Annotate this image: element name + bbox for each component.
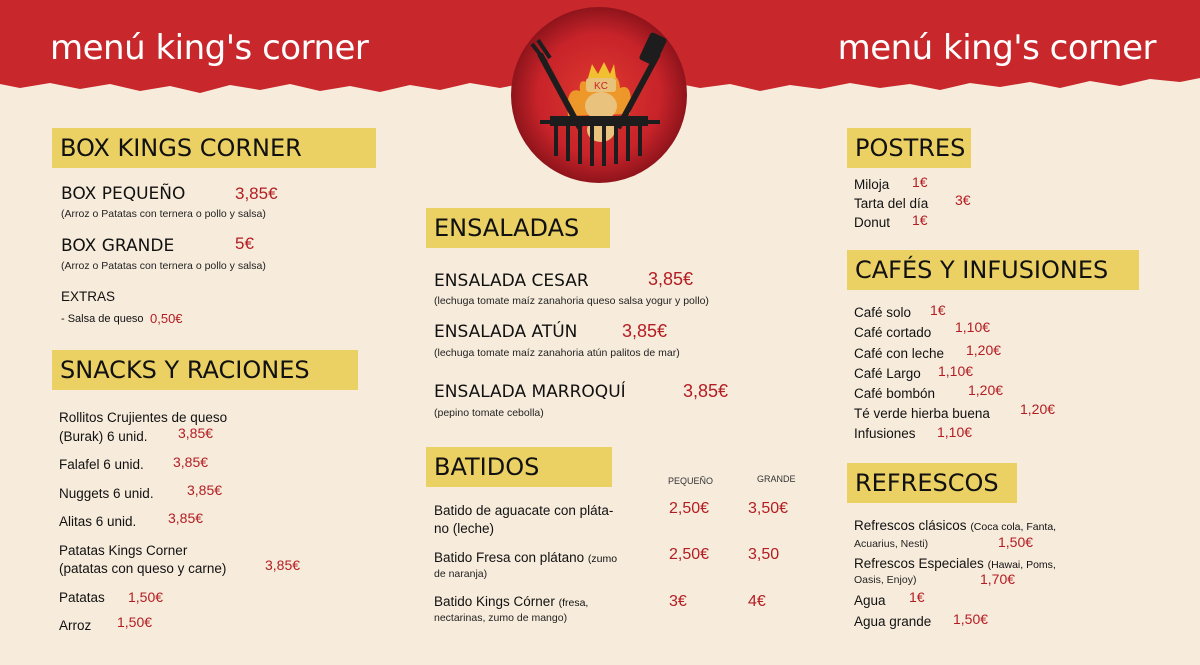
cafe-item-name: Café bombón — [854, 386, 936, 401]
box-item-name: BOX PEQUEÑO — [61, 184, 186, 204]
snack-item-name: Patatas — [59, 590, 105, 605]
ensaladas-section-heading: ENSALADAS — [426, 208, 610, 248]
salad-item-desc: (pepino tomate cebolla) — [434, 407, 544, 419]
snack-item-name: Falafel 6 unid. — [59, 457, 144, 472]
cafe-item-name: Café Largo — [854, 366, 921, 381]
salad-item-name: ENSALADA CESAR — [434, 271, 589, 291]
logo-text: KC — [594, 81, 608, 92]
refrescos-section-heading: REFRESCOS — [847, 463, 1017, 503]
batido-item-name-main: Batido Kings Córner — [434, 594, 555, 609]
postre-item-name: Tarta del día — [854, 196, 929, 211]
cafe-item-name: Infusiones — [854, 426, 916, 441]
refresco-item-price: 1,50€ — [998, 534, 1034, 550]
menu-title-left: menú king's corner — [50, 28, 369, 68]
batido-price-small: 2,50€ — [669, 500, 710, 517]
cafes-section-heading: CAFÉS Y INFUSIONES — [847, 250, 1139, 290]
batido-price-large: 3,50 — [748, 546, 780, 563]
salad-item-desc: (lechuga tomate maíz zanahoria atún palitos de mar) — [434, 347, 680, 359]
batidos-section-heading: BATIDOS — [426, 447, 612, 487]
refresco-item-price: 1€ — [909, 589, 925, 605]
snack-item-name: (patatas con queso y carne) — [59, 561, 227, 576]
cafe-item-name: Café cortado — [854, 325, 932, 340]
cafe-item-price: 1,10€ — [937, 424, 973, 440]
snack-item-price: 1,50€ — [128, 589, 164, 605]
salad-item-price: 3,85€ — [683, 381, 729, 401]
refresco-item-detail: Oasis, Enjoy) — [854, 574, 917, 586]
batido-price-large: 4€ — [748, 593, 766, 610]
refresco-item-name-main: Refrescos clásicos — [854, 518, 967, 533]
refresco-item-name — [854, 554, 1056, 575]
batido-item-name — [434, 548, 617, 569]
batido-price-large: 3,50€ — [748, 500, 789, 517]
postres-section-heading: POSTRES — [847, 128, 971, 168]
extras-item: - Salsa de queso — [61, 313, 144, 325]
snack-item-name: Nuggets 6 unid. — [59, 486, 154, 501]
postre-item-name: Donut — [854, 215, 891, 230]
refresco-item-detail: Acuarius, Nesti) — [854, 538, 929, 550]
snack-item-name: Patatas Kings Corner — [59, 543, 188, 558]
cafe-item-name: Café solo — [854, 305, 912, 320]
snack-item-price: 3,85€ — [265, 557, 301, 573]
refresco-item-price: 1,50€ — [953, 611, 989, 627]
extras-price: 0,50€ — [150, 311, 183, 326]
refresco-item-name: Agua grande — [854, 614, 932, 629]
batido-price-small: 2,50€ — [669, 546, 710, 563]
snack-item-price: 3,85€ — [187, 482, 223, 498]
batido-item-name — [434, 592, 588, 613]
postre-item-price: 3€ — [955, 192, 971, 208]
refresco-item-detail: (Coca cola, Fanta, — [970, 521, 1057, 533]
cafe-item-price: 1,20€ — [968, 382, 1004, 398]
box-section-heading: BOX KINGS CORNER — [52, 128, 376, 168]
salad-item-desc: (lechuga tomate maíz zanahoria queso salsa yogur y pollo) — [434, 295, 709, 307]
extras-label: EXTRAS — [61, 289, 116, 304]
postre-item-name: Miloja — [854, 177, 890, 192]
snack-item-price: 3,85€ — [168, 510, 204, 526]
salad-item-name: ENSALADA ATÚN — [434, 322, 578, 342]
batido-item-name: no (leche) — [434, 521, 495, 536]
batido-price-small: 3€ — [669, 593, 687, 610]
snacks-section-heading: SNACKS Y RACIONES — [52, 350, 358, 390]
refresco-item-name: Agua — [854, 593, 886, 608]
snack-item-price: 3,85€ — [178, 425, 214, 441]
cafe-item-name: Té verde hierba buena — [854, 406, 990, 421]
menu-title-right: menú king's corner — [837, 28, 1156, 68]
box-item-name: BOX GRANDE — [61, 236, 175, 256]
batidos-col-large: GRANDE — [757, 474, 796, 484]
cafe-item-price: 1,20€ — [1020, 401, 1056, 417]
postre-item-price: 1€ — [912, 174, 928, 190]
salad-item-price: 3,85€ — [622, 321, 668, 341]
box-item-desc: (Arroz o Patatas con ternera o pollo y salsa) — [61, 208, 266, 220]
snack-item-name: Arroz — [59, 618, 92, 633]
snack-item-name: Alitas 6 unid. — [59, 514, 137, 529]
snack-item-price: 3,85€ — [173, 454, 209, 470]
cafe-item-price: 1,10€ — [938, 363, 974, 379]
cafe-item-price: 1,20€ — [966, 342, 1002, 358]
refresco-item-name-main: Refrescos Especiales — [854, 556, 984, 571]
batido-item-name: de naranja) — [434, 568, 488, 580]
batido-item-name-detail: (fresa, — [558, 597, 589, 609]
cafe-item-price: 1,10€ — [955, 319, 991, 335]
box-item-desc: (Arroz o Patatas con ternera o pollo y salsa) — [61, 260, 266, 272]
refresco-item-price: 1,70€ — [980, 571, 1016, 587]
batido-item-name: Batido de aguacate con plátа- — [434, 503, 614, 518]
snack-item-name: (Burak) 6 unid. — [59, 429, 148, 444]
batidos-col-small: PEQUEÑO — [668, 476, 714, 486]
batido-item-name-detail: (zumo — [587, 553, 618, 565]
batido-item-name-main: Batido Fresa con plátano — [434, 550, 585, 565]
refresco-item-detail: (Hawai, Poms, — [987, 559, 1056, 571]
snack-item-price: 1,50€ — [117, 614, 153, 630]
snack-item-name: Rollitos Crujientes de queso — [59, 410, 228, 425]
box-item-price: 5€ — [235, 234, 254, 253]
kings-corner-logo — [510, 6, 688, 184]
salad-item-name: ENSALADA MARROQUÍ — [434, 382, 626, 402]
cafe-item-price: 1€ — [930, 302, 946, 318]
box-item-price: 3,85€ — [235, 184, 278, 203]
cafe-item-name: Café con leche — [854, 346, 945, 361]
postre-item-price: 1€ — [912, 212, 928, 228]
batido-item-name: nectarinas, zumo de mango) — [434, 612, 568, 624]
salad-item-price: 3,85€ — [648, 269, 694, 289]
